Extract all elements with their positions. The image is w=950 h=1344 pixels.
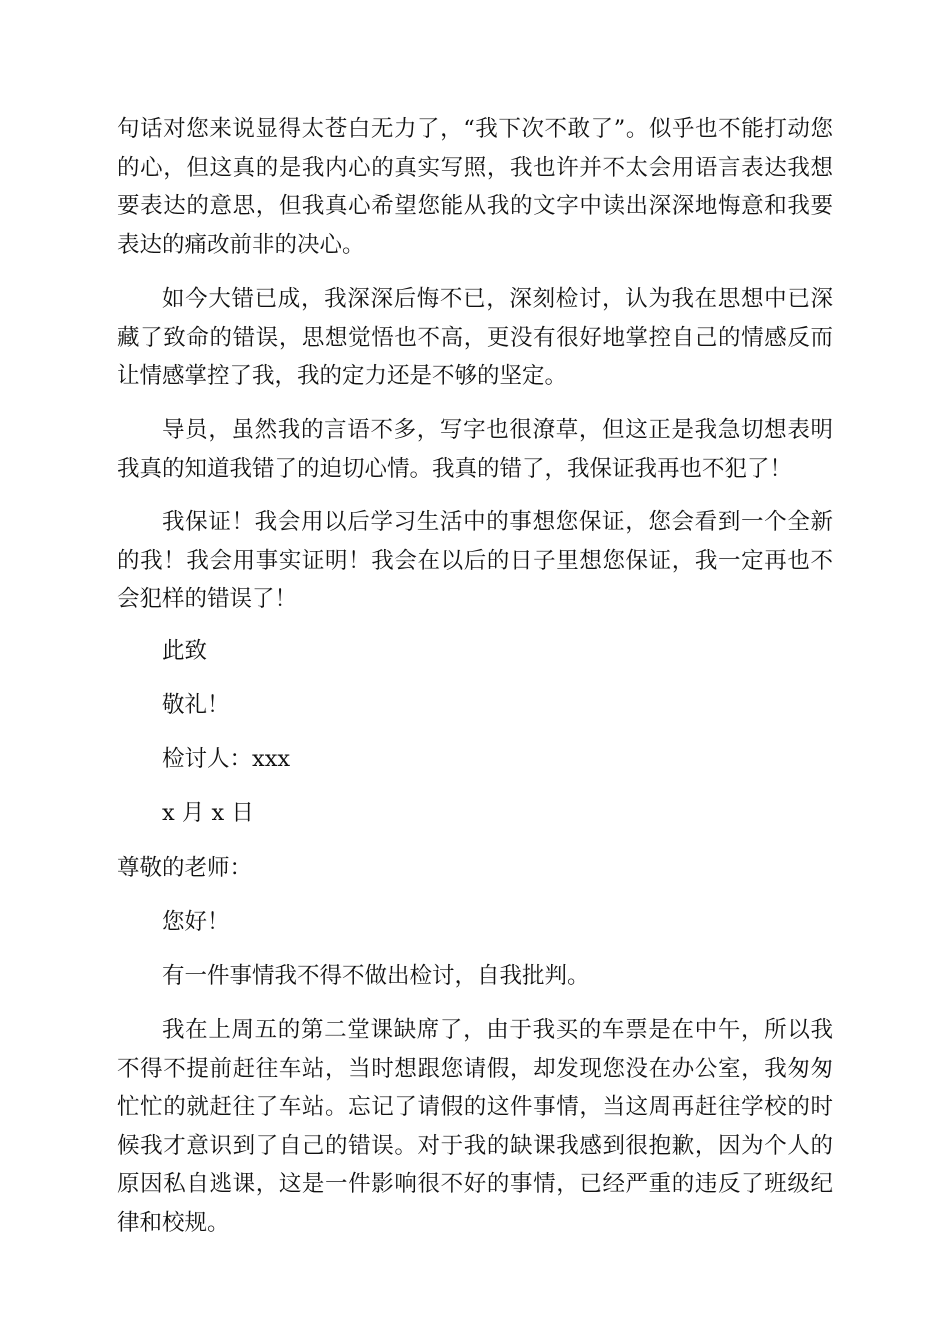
paragraph-promise: 我保证！我会用以后学习生活中的事想您保证，您会看到一个全新的我！我会用事实证明！我会在以后的日子里想您保证，我一定再也不会犯样的错误了！ (117, 509, 833, 612)
paragraph-intro: 有一件事情我不得不做出检讨，自我批判。 (162, 963, 590, 989)
greeting: 您好！ (162, 909, 230, 935)
closing-line-2: 敬礼！ (162, 692, 230, 718)
paragraph-counselor: 导员，虽然我的言语不多，写字也很潦草，但这正是我急切想表明我真的知道我错了的迫切心情。我真的错了，我保证我再也不犯了！ (117, 417, 833, 482)
closing-line-1: 此致 (162, 638, 208, 664)
signature-line: 检讨人：xxx (162, 746, 291, 772)
paragraph-continuation: 句话对您来说显得太苍白无力了，“我下次不敢了”。似乎也不能打动您的心，但这真的是我内心的真实写照，我也许并不太会用语言表达我想要表达的意思，但我真心希望您能从我的文字中读出深深地悔意和我要表达的痛改前非的决心。 (117, 116, 833, 258)
date-line: x 月 x 日 (162, 800, 254, 826)
salutation: 尊敬的老师： (117, 855, 253, 881)
paragraph-absence: 我在上周五的第二堂课缺席了，由于我买的车票是在中午，所以我不得不提前赶往车站，当时想跟您请假，却发现您没在办公室，我匆匆忙忙的就赶往了车站。忘记了请假的这件事情，当这周再赶往学校的时候我才意识到了自己的错误。对于我的缺课我感到很抱歉，因为个人的原因私自逃课，这是一件影响很不好的事情，已经严重的违反了班级纪律和校规。 (117, 1017, 833, 1236)
paragraph-regret: 如今大错已成，我深深后悔不已，深刻检讨，认为我在思想中已深藏了致命的错误，思想觉悟也不高，更没有很好地掌控自己的情感反而让情感掌控了我，我的定力还是不够的坚定。 (117, 286, 833, 389)
